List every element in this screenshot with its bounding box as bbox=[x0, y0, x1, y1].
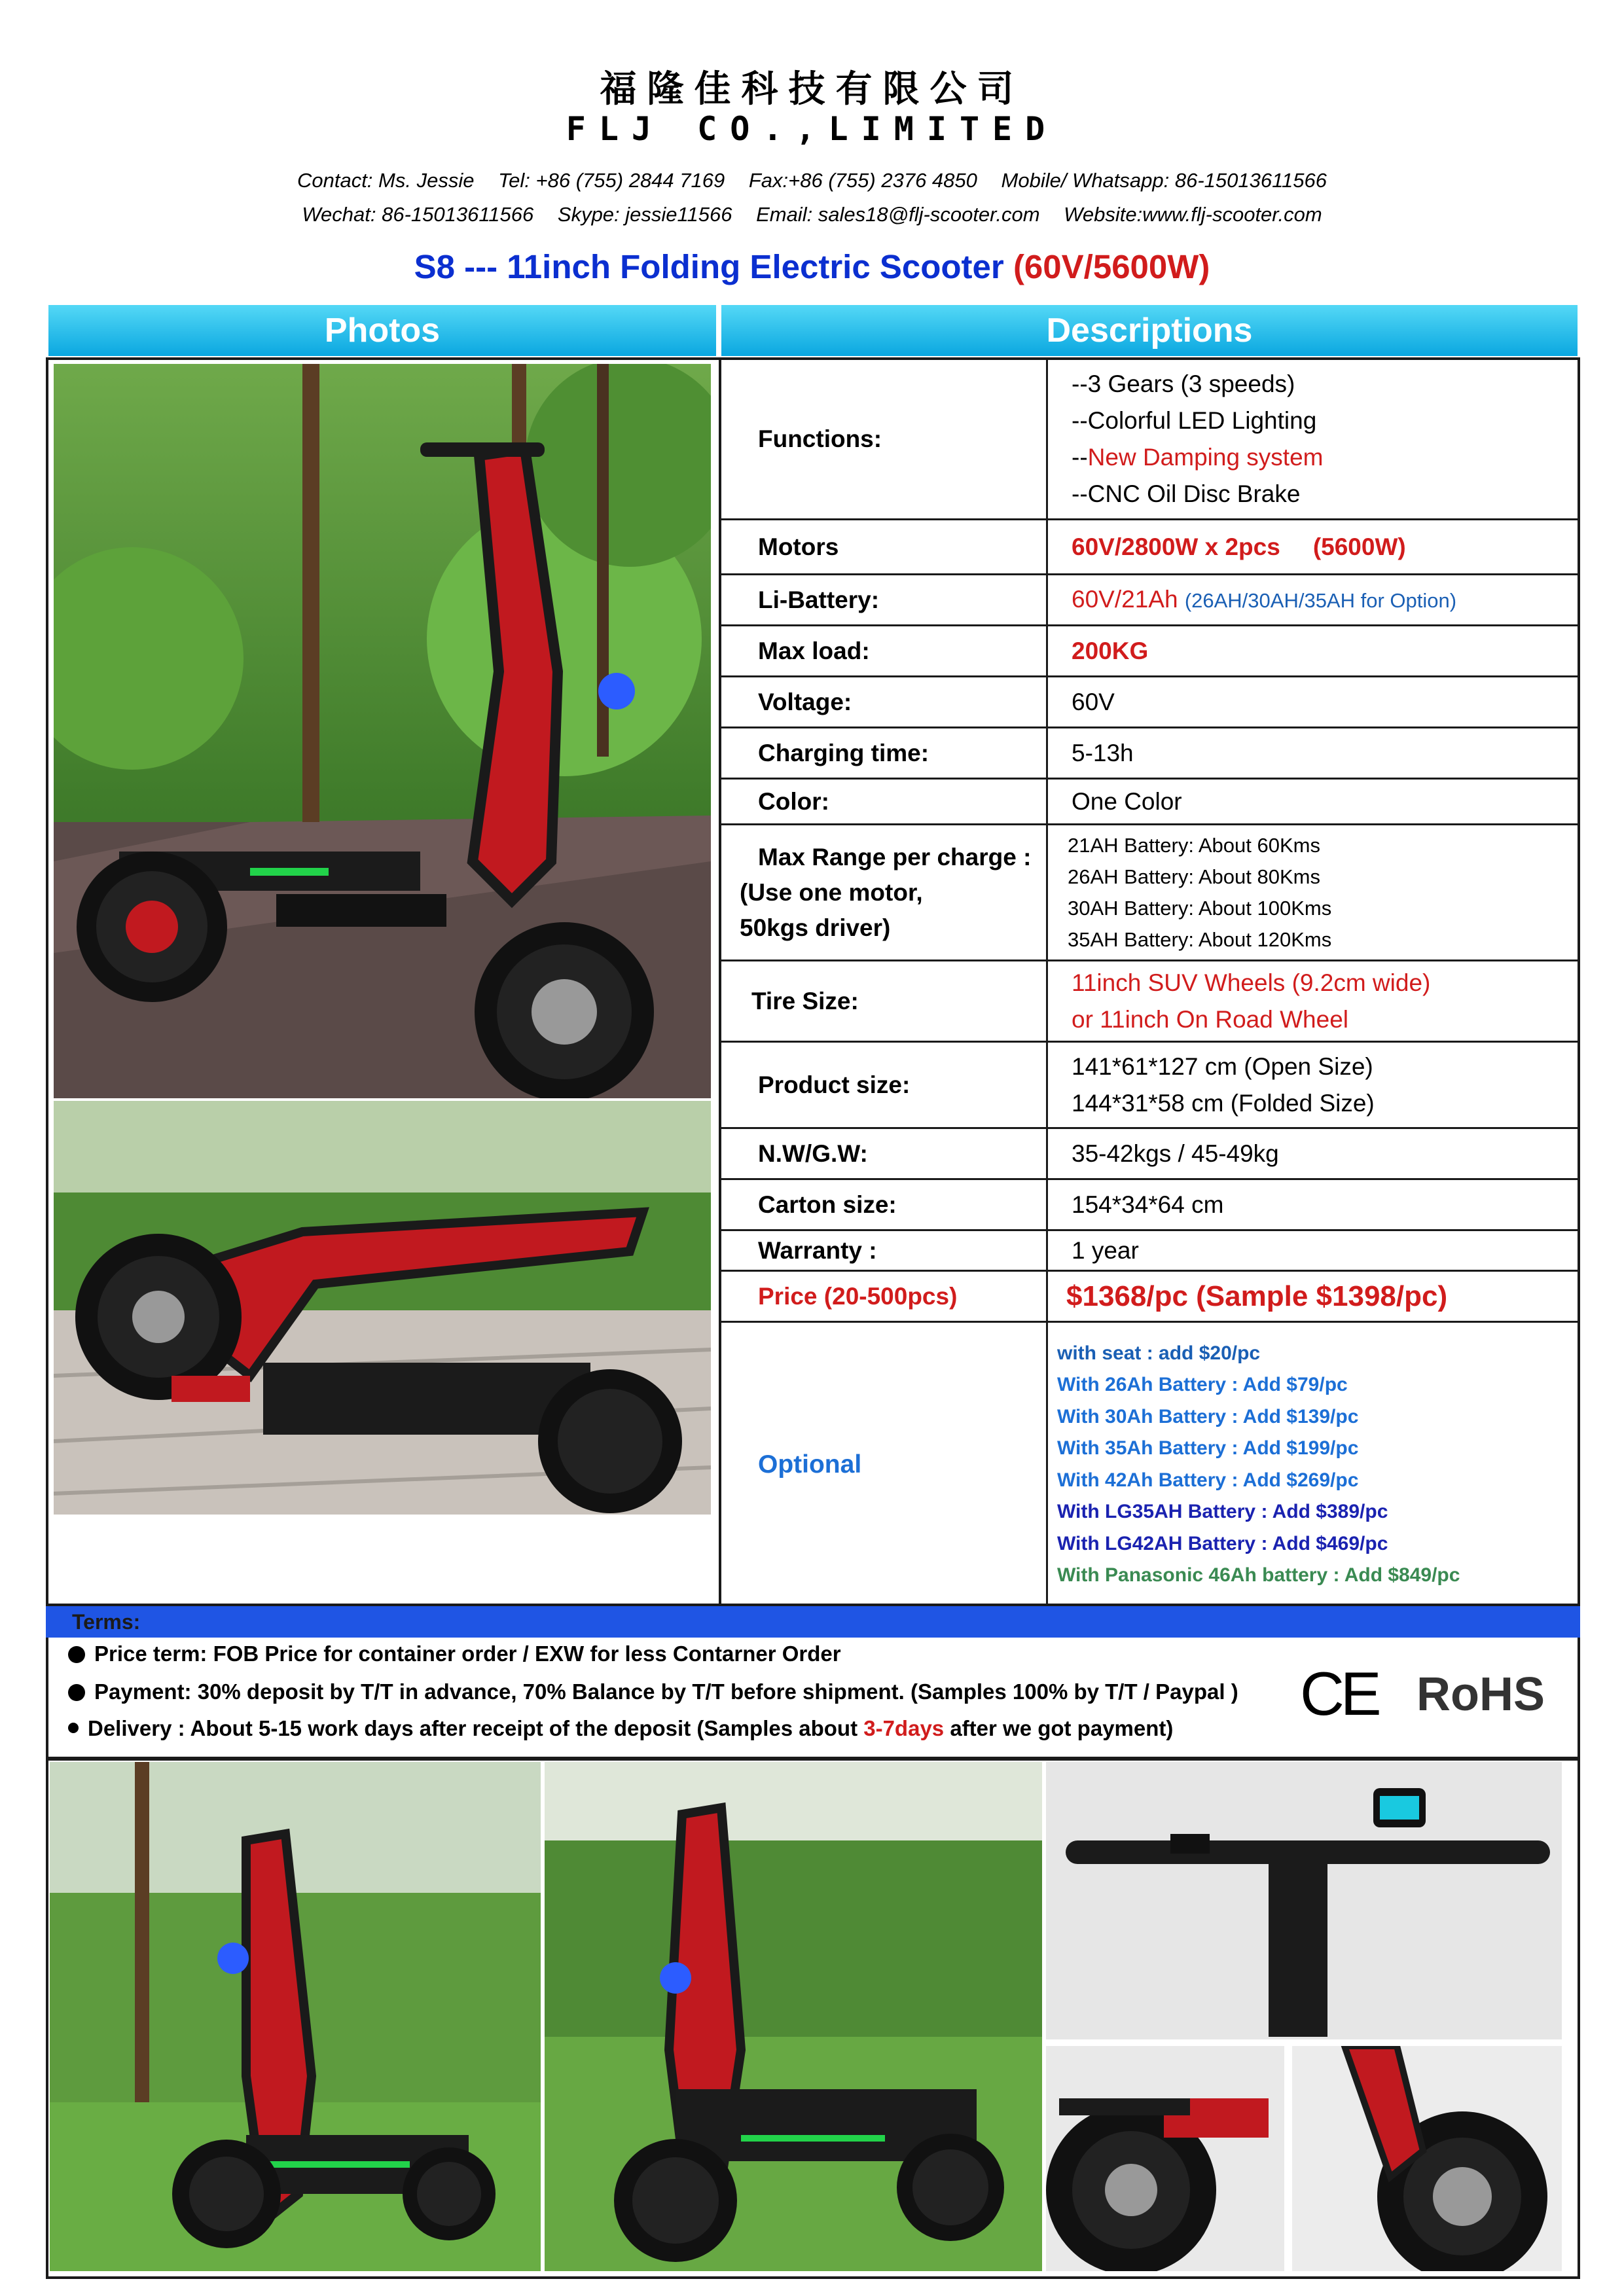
maxload-value: 200KG bbox=[1072, 637, 1149, 664]
optional-item: with seat : add $20/pc bbox=[1057, 1342, 1261, 1364]
terms-heading: Terms: bbox=[46, 1606, 1580, 1638]
optional-item: With 42Ah Battery : Add $269/pc bbox=[1057, 1469, 1359, 1491]
product-title-main: S8 --- 11inch Folding Electric Scooter bbox=[414, 248, 1004, 285]
battery-value: 60V/21Ah (26AH/30AH/35AH for Option) bbox=[1072, 585, 1457, 613]
scooter-photo-handlebar bbox=[1046, 1762, 1562, 2039]
voltage-value: 60V bbox=[1072, 688, 1115, 715]
scooter-photo-front-right bbox=[545, 1762, 1042, 2271]
contact-fax: Fax:+86 (755) 2376 4850 bbox=[748, 169, 977, 192]
contact-email[interactable]: Email: sales18@flj-scooter.com bbox=[756, 203, 1040, 226]
optional-item: With 35Ah Battery : Add $199/pc bbox=[1057, 1437, 1359, 1459]
voltage-label: Voltage: bbox=[758, 688, 852, 715]
optional-item: With 26Ah Battery : Add $79/pc bbox=[1057, 1374, 1348, 1395]
function-gears: --3 Gears (3 speeds) bbox=[1072, 370, 1295, 397]
product-size-label: Product size: bbox=[758, 1071, 911, 1098]
contact-line-1 bbox=[0, 169, 1624, 192]
charging-value: 5-13h bbox=[1072, 739, 1134, 766]
ce-mark-icon: CE bbox=[1300, 1659, 1378, 1728]
price-label: Price (20-500pcs) bbox=[758, 1282, 958, 1310]
term-payment: Payment: 30% deposit by T/T in advance, 70% Balance by T/T before shipment. (Samples 100% by T/T / Paypal ) bbox=[68, 1679, 1238, 1704]
optional-item: With 30Ah Battery : Add $139/pc bbox=[1057, 1405, 1359, 1427]
functions-value bbox=[1048, 360, 1578, 518]
function-led: --Colorful LED Lighting bbox=[1072, 407, 1317, 434]
product-title-power: (60V/5600W) bbox=[1013, 248, 1210, 285]
optional-item: With LG42AH Battery : Add $469/pc bbox=[1057, 1532, 1388, 1554]
functions-label: Functions: bbox=[758, 425, 882, 452]
scooter-photo-rear-wheel bbox=[1046, 2046, 1284, 2271]
optional-item: With Panasonic 46Ah battery : Add $849/pc bbox=[1057, 1564, 1460, 1586]
color-value: One Color bbox=[1072, 787, 1182, 815]
maxload-label: Max load: bbox=[758, 637, 870, 664]
optional-item: With LG35AH Battery : Add $389/pc bbox=[1057, 1501, 1388, 1522]
optional-label: Optional bbox=[758, 1450, 862, 1479]
weight-label: N.W/G.W: bbox=[758, 1139, 868, 1167]
scooter-photo-standing bbox=[54, 364, 711, 1098]
tire-label: Tire Size: bbox=[751, 987, 859, 1014]
tire-value: 11inch SUV Wheels (9.2cm wide) or 11inch On Road Wheel bbox=[1072, 969, 1431, 1033]
warranty-value: 1 year bbox=[1072, 1236, 1139, 1264]
company-name-chinese: 福隆佳科技有限公司 bbox=[600, 67, 1024, 111]
warranty-label: Warranty : bbox=[758, 1236, 877, 1264]
product-title bbox=[0, 247, 1624, 286]
contact-wechat: Wechat: 86-15013611566 bbox=[302, 203, 534, 226]
function-damping: --New Damping system bbox=[1072, 444, 1324, 471]
company-name-english: FLJ CO.,LIMITED bbox=[566, 110, 1058, 148]
price-value: $1368/pc (Sample $1398/pc) bbox=[1066, 1280, 1448, 1312]
range-value: 21AH Battery: About 60Kms 26AH Battery: About 80Kms 30AH Battery: About 100Kms 35AH Battery: About 120Kms bbox=[1068, 833, 1332, 951]
contact-tel: Tel: +86 (755) 2844 7169 bbox=[498, 169, 725, 192]
scooter-photo-folded bbox=[54, 1101, 711, 1515]
contact-website[interactable]: Website:www.flj-scooter.com bbox=[1064, 203, 1322, 226]
term-delivery: Delivery : About 5-15 work days after receipt of the deposit (Samples about 3-7days after we got payment) bbox=[68, 1716, 1173, 1741]
carton-label: Carton size: bbox=[758, 1191, 897, 1218]
contact-line-2 bbox=[0, 203, 1624, 226]
contact-mobile: Mobile/ Whatsapp: 86-15013611566 bbox=[1001, 169, 1327, 192]
color-label: Color: bbox=[758, 787, 829, 815]
carton-value: 154*34*64 cm bbox=[1072, 1191, 1224, 1218]
term-price: Price term: FOB Price for container order / EXW for less Contarner Order bbox=[68, 1641, 841, 1666]
photos-header: Photos bbox=[48, 305, 716, 356]
contact-person: Contact: Ms. Jessie bbox=[297, 169, 475, 192]
rohs-mark-icon: RoHS bbox=[1416, 1668, 1545, 1721]
descriptions-header: Descriptions bbox=[721, 305, 1578, 356]
motors-label: Motors bbox=[758, 533, 839, 560]
charging-label: Charging time: bbox=[758, 739, 929, 766]
range-label: Max Range per charge : (Use one motor, 50kgs driver) bbox=[740, 843, 1032, 941]
function-brake: --CNC Oil Disc Brake bbox=[1072, 480, 1301, 507]
product-size-value: 141*61*127 cm (Open Size) 144*31*58 cm (Folded Size) bbox=[1072, 1052, 1375, 1117]
scooter-photo-front-left bbox=[50, 1762, 541, 2271]
scooter-photo-front-wheel bbox=[1292, 2046, 1562, 2271]
optional-list bbox=[1048, 1323, 1578, 1606]
weight-value: 35-42kgs / 45-49kg bbox=[1072, 1139, 1279, 1167]
battery-label: Li-Battery: bbox=[758, 586, 880, 613]
contact-skype: Skype: jessie11566 bbox=[557, 203, 732, 226]
motors-value: 60V/2800W x 2pcs (5600W) bbox=[1072, 533, 1406, 560]
